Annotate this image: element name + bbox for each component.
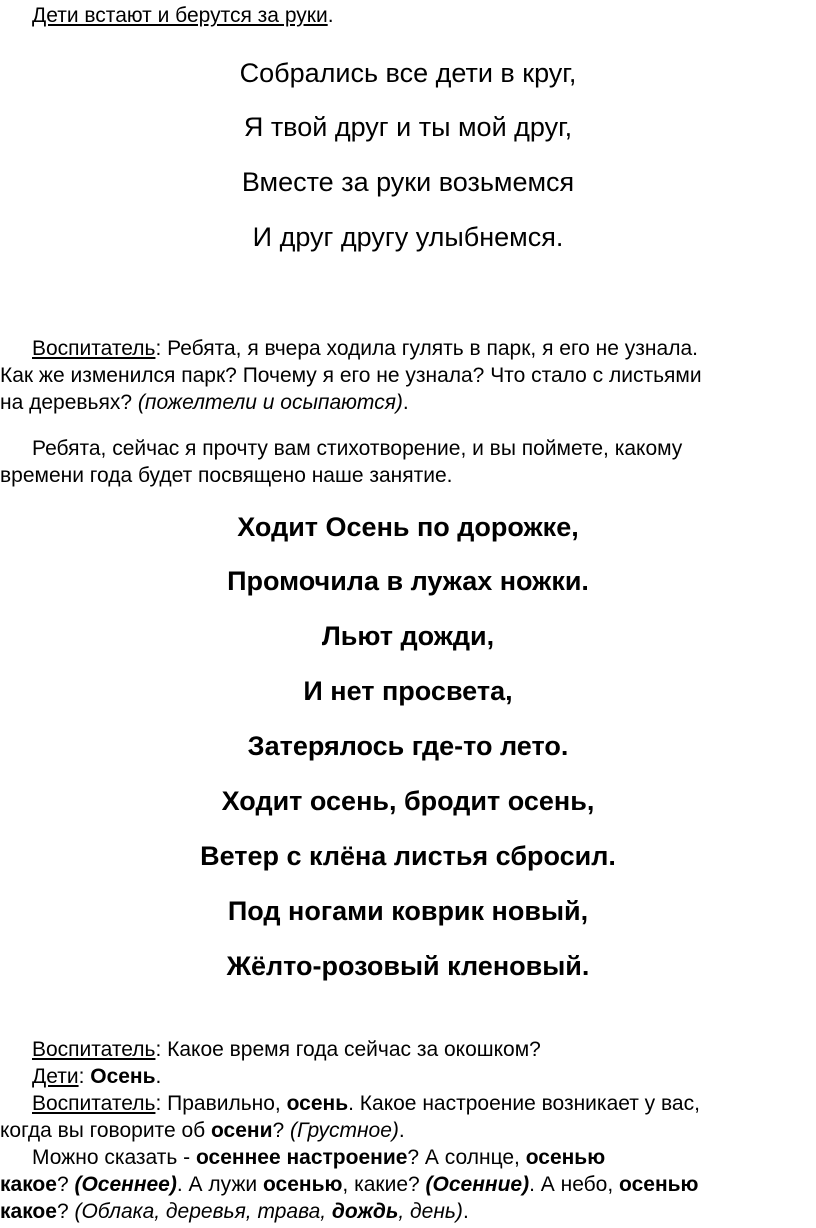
speaker-label: Воспитатель [32,1038,156,1061]
dialogue-text: ? [56,1200,75,1223]
dialogue-text: ? А солнце, [407,1146,526,1169]
dialogue-line5 [32,1146,605,1170]
answer-bold-italic: (Осеннее) [74,1173,177,1196]
speaker-label: Воспитатель [32,1092,156,1115]
dialogue-text: . А лужи [176,1173,263,1196]
poem1-line: Я твой друг и ты мой друг, [243,112,573,142]
poem1-line: Вместе за руки возьмемся [241,167,575,197]
para2-line2: времени года будет посвящено наше занятие. [0,464,453,487]
poem2-line: Ходит осень, бродит осень, [221,786,595,816]
answer-bold-italic: (Осенние) [425,1173,530,1196]
dialogue-line2 [32,1065,161,1089]
poem2-line: Ветер с клёна листья сбросил. [200,841,616,871]
para1-text: на деревьях? [0,391,138,414]
bold-term: осени [211,1119,273,1142]
para1-line2: Как же изменился парк? Почему я его не узнала? Что стало с листьями [0,364,702,387]
intro-line [32,4,334,28]
poem2-line: Жёлто-розовый кленовый. [226,951,590,981]
para1-line3 [0,391,409,415]
dialogue-line6 [0,1173,698,1197]
answer-italic: , день) [398,1200,463,1223]
bold-term: какое [0,1200,57,1223]
para2-line1: Ребята, сейчас я прочту вам стихотворение, и вы поймете, какому [32,437,683,460]
answer-italic: (пожелтели и осыпаются) [137,391,403,414]
dialogue-text: . [398,1119,405,1142]
answer-italic: (Облака, деревья, трава, [74,1200,332,1223]
poem2-line: И нет просвета, [303,676,513,706]
bold-term: осенью [525,1146,606,1169]
intro-tail: . [327,4,334,27]
dialogue-line1 [32,1038,541,1062]
para1-line1 [32,337,698,361]
dialogue-line7 [0,1200,469,1224]
dialogue-text: . Какое настроение возникает у вас, [348,1092,700,1115]
answer-bold-italic: дождь [331,1200,399,1223]
speaker-label: Воспитатель [32,337,156,360]
poem2-line: Льют дожди, [321,621,495,651]
dialogue-text: когда вы говорите об [0,1119,211,1142]
dialogue-text: , какие? [342,1173,426,1196]
bold-term: какое [0,1173,57,1196]
bold-term: осенью [619,1173,699,1196]
dialogue-text: : Какое время года сейчас за окошком? [155,1038,541,1061]
poem2-line: Ходит Осень по дорожке, [237,512,579,542]
dialogue-line4 [0,1119,405,1143]
speaker-label: Дети [32,1065,79,1088]
dialogue-text: . [155,1065,162,1088]
dialogue-text: ? [272,1119,291,1142]
dialogue-text: ? [56,1173,75,1196]
para1-text: : Ребята, я вчера ходила гулять в парк, я его не узнала. [155,337,698,360]
dialogue-line3 [32,1092,700,1116]
dialogue-text: : [78,1065,91,1088]
poem1-line: Собрались все дети в круг, [239,58,577,88]
dialogue-text: . [462,1200,469,1223]
para1-text: . [402,391,409,414]
dialogue-text: : Правильно, [155,1092,287,1115]
bold-term: осень [286,1092,349,1115]
intro-text: Дети встают и берутся за руки [32,4,328,27]
poem1-line: И друг другу улыбнемся. [252,222,564,252]
poem2-line: Затерялось где-то лето. [247,731,569,761]
bold-term: осеннее настроение [196,1146,408,1169]
poem2-line: Промочила в лужах ножки. [227,566,589,596]
bold-term: Осень [90,1065,156,1088]
answer-italic: (Грустное) [290,1119,399,1142]
dialogue-text: . А небо, [529,1173,620,1196]
dialogue-text: Можно сказать - [32,1146,196,1169]
bold-term: осенью [262,1173,343,1196]
poem2-line: Под ногами коврик новый, [227,896,589,926]
